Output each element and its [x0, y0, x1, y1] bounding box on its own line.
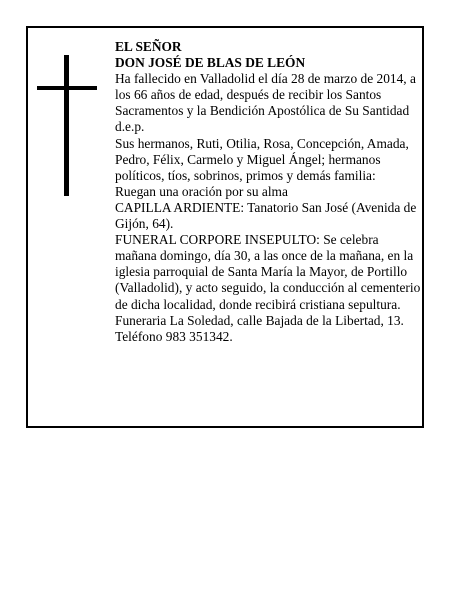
- cross-horizontal-bar: [37, 86, 97, 90]
- funeral-info: FUNERAL CORPORE INSEPULTO: Se celebra mañana domingo, día 30, a las once de la mañana, en la iglesia parroquial de Santa María la Mayor, de Portillo (Valladolid), y acto seguido, la conducción al cementerio de dicha localidad, donde recibirá cristiana sepultura.: [115, 232, 421, 312]
- deceased-title: EL SEÑOR: [115, 39, 182, 54]
- family-members: Sus hermanos, Ruti, Otilia, Rosa, Concepción, Amada, Pedro, Félix, Carmelo y Miguel Ángel; hermanos políticos, tíos, sobrinos, primos y demás familia:: [115, 135, 409, 183]
- cross-vertical-bar: [64, 55, 69, 196]
- prayer-request: Ruegan una oración por su alma: [115, 183, 288, 199]
- deceased-name: DON JOSÉ DE BLAS DE LEÓN: [115, 55, 306, 71]
- funeral-home-info: Funeraria La Soledad, calle Bajada de la Libertad, 13. Teléfono 983 351342.: [115, 312, 404, 344]
- rest-in-peace: d.e.p.: [115, 119, 145, 135]
- death-details: Ha fallecido en Valladolid el día 28 de marzo de 2014, a los 66 años de edad, después de recibir los Santos Sacramentos y la Bendición Apostólica de Su Santidad: [115, 71, 416, 119]
- obituary-text: [115, 39, 421, 345]
- chapel-info: CAPILLA ARDIENTE: Tanatorio San José (Avenida de Gijón, 64).: [115, 199, 417, 232]
